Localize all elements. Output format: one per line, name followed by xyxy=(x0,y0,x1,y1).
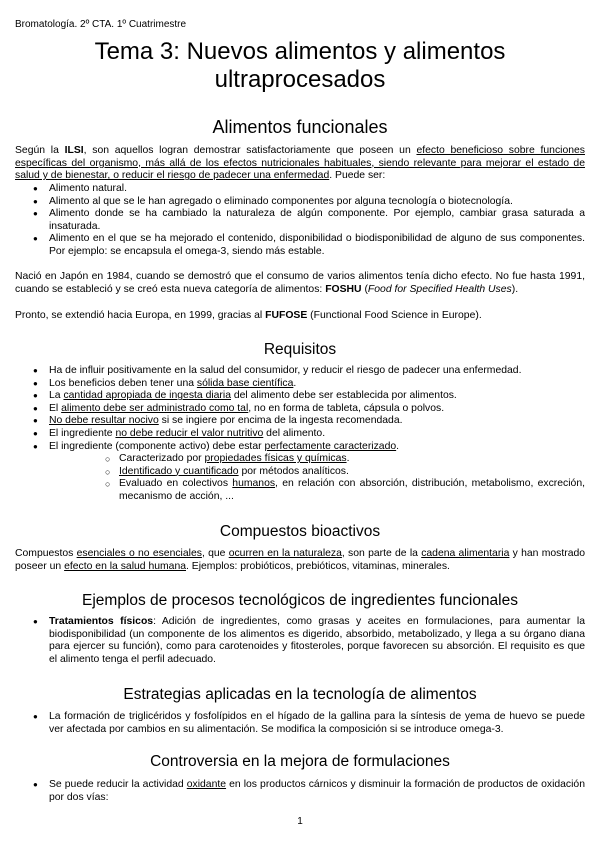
foshu-paragraph: Nació en Japón en 1984, cuando se demostró que el consumo de varios alimentos tenía dicho efecto. No fue hasta 1991, cuando se estableció y se creó esta nueva categoría de alimentos: FOSHU (Food for Specified Health Uses). xyxy=(15,271,585,295)
list-item: ● Alimento natural. xyxy=(15,183,585,196)
requirements-list xyxy=(15,365,585,504)
list-item: ● La formación de triglicéridos y fosfolípidos en el hígado de la gallina para la síntesis de yema de huevo se puede ver afectada por cambios en su alimentación. Se modifica la composición si se introduce omega-3. xyxy=(15,711,585,736)
list-item: ● No debe resultar nocivo si se ingiere por encima de la ingesta recomendada. xyxy=(15,415,585,428)
list-item: ● Alimento al que se le han agregado o eliminado componentes por alguna tecnología o biotecnología. xyxy=(15,196,585,209)
page-number: 1 xyxy=(297,816,303,827)
list-item: ● Alimento donde se ha cambiado la naturaleza de algún componente. Por ejemplo, cambiar grasa saturada a insaturada. xyxy=(15,208,585,233)
list-item: ● El ingrediente (componente activo) debe estar perfectamente caracterizado. ○ Caracterizado por propiedades físicas y químicas. ○ Identificado y cuantificado por métodos analíticos. ○ Evaluado en colectivos humanos, en relación con absorción, distribución, metabolismo, excreción, mecanismo de acción, ... xyxy=(15,441,585,504)
section-heading-estrategias: Estrategias aplicadas en la tecnología de alimentos xyxy=(123,686,477,703)
strategies-list xyxy=(15,711,585,736)
sublist-item: ○ Identificado y cuantificado por métodos analíticos. xyxy=(49,466,585,479)
list-item: ● Se puede reducir la actividad oxidante en los productos cárnicos y disminuir la formación de productos de oxidación por dos vías: xyxy=(15,779,585,804)
list-item: ● El ingrediente no debe reducir el valor nutritivo del alimento. xyxy=(15,428,585,441)
bioactive-paragraph: Compuestos esenciales o no esenciales, que ocurren en la naturaleza, son parte de la cadena alimentaria y han mostrado poseer un efecto en la salud humana. Ejemplos: probióticos, prebióticos, vitaminas, minerales. xyxy=(15,548,586,572)
controversy-list xyxy=(15,779,585,804)
section-heading-requisitos: Requisitos xyxy=(263,341,337,358)
list-item: ● Los beneficios deben tener una sólida base científica. xyxy=(15,378,585,391)
food-types-list xyxy=(15,183,585,259)
list-item: ● La cantidad apropiada de ingesta diaria del alimento debe ser establecida por alimentos. xyxy=(15,390,585,403)
section-heading-controversia: Controversia en la mejora de formulaciones xyxy=(150,753,450,770)
sublist-item: ○ Caracterizado por propiedades físicas y químicas. xyxy=(49,453,585,466)
section-heading-alimentos-funcionales: Alimentos funcionales xyxy=(212,117,388,137)
document-title: Tema 3: Nuevos alimentos y alimentos ultraprocesados xyxy=(94,38,506,93)
characterization-sublist xyxy=(49,453,585,503)
list-item: ● El alimento debe ser administrado como tal, no en forma de tableta, cápsula o polvos. xyxy=(15,403,585,416)
list-item: ● Tratamientos físicos: Adición de ingredientes, como grasas y aceites en formulaciones, para aumentar la biodisponibilidad (un componente de los alimentos es digerido, absorbido, metabolizado, y llega a su órgano diana para ejercer su función), como para carotenoides y fitosteroles, porque favorecen su absorción. El requisito es que el alimento tenga el perfil adecuado. xyxy=(15,616,585,666)
section-heading-compuestos-bioactivos: Compuestos bioactivos xyxy=(219,523,381,540)
section-heading-procesos-tecnologicos: Ejemplos de procesos tecnológicos de ingredientes funcionales xyxy=(82,592,518,609)
sublist-item: ○ Evaluado en colectivos humanos, en relación con absorción, distribución, metabolismo, excreción, mecanismo de acción, ... xyxy=(49,478,585,503)
fufose-paragraph: Pronto, se extendió hacia Europa, en 1999, gracias al FUFOSE (Functional Food Science in Europe). xyxy=(15,310,482,321)
list-item: ● Ha de influir positivamente en la salud del consumidor, y reducir el riesgo de padecer una enfermedad. xyxy=(15,365,585,378)
physical-treatments-list xyxy=(15,616,585,666)
document-header: Bromatología. 2º CTA. 1º Cuatrimestre xyxy=(15,19,187,30)
list-item: ● Alimento en el que se ha mejorado el contenido, disponibilidad o biodisponibilidad de alguno de sus componentes. Por ejemplo: se encapsula el omega-3, siendo más estable. xyxy=(15,233,585,258)
intro-paragraph: Según la ILSI, son aquellos logran demostrar satisfactoriamente que poseen un efecto beneficioso sobre funciones específicas del organismo, más allá de los efectos nutricionales habituales, siendo relevante para mejorar el estado de salud y de bienestar, o reducir el riesgo de padecer una enfermedad. Puede ser: xyxy=(15,145,585,182)
